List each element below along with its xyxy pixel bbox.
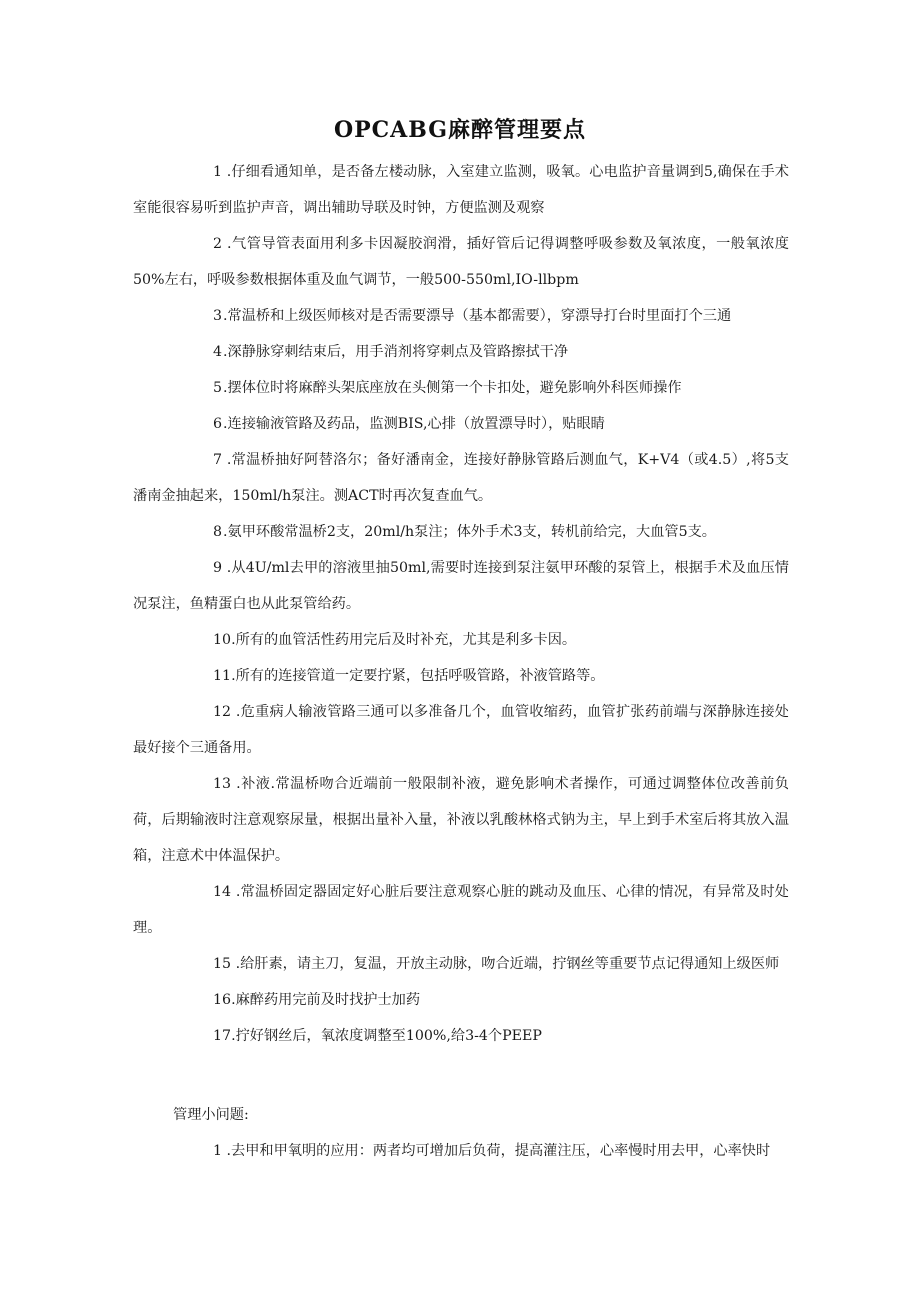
item-text: .氨甲环酸常温桥2支，20ml/h泵注；体外手术3支，转机前给完，大血管5支。 (223, 524, 716, 540)
list-item (133, 982, 789, 1018)
item-number: 3 (213, 308, 223, 324)
list-item (133, 1018, 789, 1054)
section-heading: 管理小问题: (173, 1107, 249, 1123)
item-text: .所有的血管活性药用完后及时补充，尤其是利多卡因。 (231, 632, 577, 648)
item-text: .麻醉药用完前及时找护士加药 (231, 992, 421, 1008)
list-item (133, 298, 789, 334)
item-text: .气管导管表面用利多卡因凝胶润滑，插好管后记得调整呼吸参数及氧浓度，一般氧浓度50%左右，呼吸参数根据体重及血气调节，一般500-550ml,IO-llbpm (133, 236, 789, 288)
item-number: 2 (213, 236, 223, 252)
item-text: .连接输液管路及药品，监测BIS,心排（放置漂导时），贴眼睛 (223, 416, 605, 432)
item-text: .常温桥抽好阿替洛尔；备好潘南金，连接好静脉管路后测血气，K+V4（或4.5）,将5支潘南金抽起来，150ml/h泵注。测ACT时再次复查血气。 (133, 452, 789, 504)
list-item (133, 550, 789, 622)
item-text: .危重病人输液管路三通可以多准备几个，血管收缩药，血管扩张药前端与深静脉连接处最好接个三通备用。 (133, 704, 789, 756)
item-number: 12 (213, 704, 232, 720)
item-text: .拧好钢丝后，氧浓度调整至100%,给3-4个PEEP (231, 1028, 542, 1044)
list-item (133, 226, 789, 298)
item-number: 6 (213, 416, 223, 432)
item-text: .常温桥和上级医师核对是否需要漂导（基本都需要），穿漂导打台时里面打个三通 (223, 308, 732, 324)
list-item (133, 946, 789, 982)
item-number: 1 (213, 164, 223, 180)
list-item (133, 406, 789, 442)
document-title: OPCABG麻醉管理要点 (333, 117, 587, 143)
list-item (133, 370, 789, 406)
list-item (133, 658, 789, 694)
item-number: 10 (213, 632, 232, 648)
item-text: .摆体位时将麻醉头架底座放在头侧第一个卡扣处，避免影响外科医师操作 (223, 380, 682, 396)
list-item (133, 154, 789, 226)
item-text: .从4U/ml去甲的溶液里抽50ml,需要时连接到泵注氨甲环酸的泵管上，根据手术及血压情况泵注，鱼精蛋白也从此泵管给药。 (133, 560, 789, 612)
item-number: 16 (213, 992, 232, 1008)
list-item (133, 514, 789, 550)
list-item (133, 1133, 789, 1169)
item-number: 7 (213, 452, 223, 468)
item-number: 17 (213, 1028, 232, 1044)
item-text: .深静脉穿刺结束后，用手消剂将穿刺点及管路擦拭干净 (223, 344, 569, 360)
item-number: 8 (213, 524, 223, 540)
item-text: .去甲和甲氧明的应用：两者均可增加后负荷，提高灌注压，心率慢时用去甲，心率快时 (226, 1143, 771, 1159)
item-number: 9 (213, 560, 223, 576)
item-number: 15 (213, 956, 232, 972)
item-text: .常温桥固定器固定好心脏后要注意观察心脏的跳动及血压、心律的情况，有异常及时处理。 (133, 884, 789, 936)
item-text: .所有的连接管道一定要拧紧，包括呼吸管路，补液管路等。 (231, 668, 605, 684)
item-text: .仔细看通知单，是否备左楼动脉，入室建立监测，吸氧。心电监护音量调到5,确保在手术室能很容易听到监护声音，调出辅助导联及时钟，方便监测及观察 (133, 164, 789, 216)
item-number: 5 (213, 380, 223, 396)
item-text: .给肝素，请主刀，复温，开放主动脉，吻合近端，拧钢丝等重要节点记得通知上级医师 (235, 956, 780, 972)
item-number: 13 (213, 776, 232, 792)
item-number: 4 (213, 344, 223, 360)
list-item (133, 874, 789, 946)
list-item (133, 622, 789, 658)
item-number: 14 (213, 884, 232, 900)
item-number: 1 (213, 1143, 223, 1159)
list-item (133, 442, 789, 514)
item-text: .补液.常温桥吻合近端前一般限制补液，避免影响术者操作，可通过调整体位改善前负荷，后期输液时注意观察尿量，根据出量补入量，补液以乳酸林格式钠为主，早上到手术室后将其放入温箱，注意术中体温保护。 (133, 776, 789, 864)
list-item (133, 334, 789, 370)
item-number: 11 (213, 668, 232, 684)
list-item (133, 694, 789, 766)
list-item (133, 766, 789, 874)
